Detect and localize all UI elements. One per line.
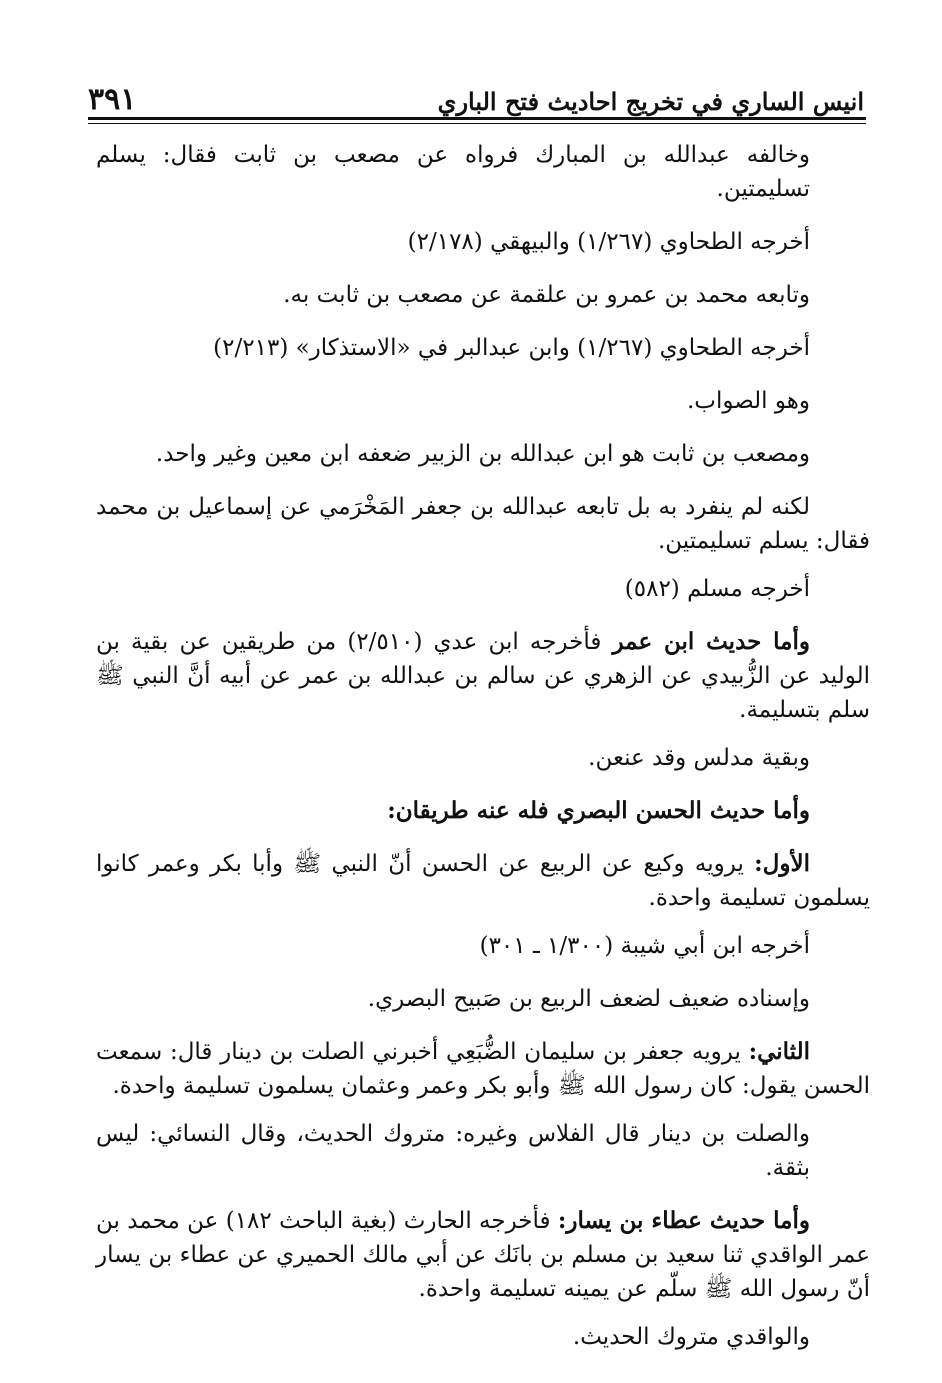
paragraph (96, 225, 870, 259)
paragraph-heading: وأما حديث ابن عمر (612, 628, 810, 655)
paragraph (96, 278, 870, 312)
paragraph (96, 384, 870, 418)
citation-text: أخرجه الطحاوي (١/٢٦٧) والبيهقي (٢/١٧٨) (407, 229, 810, 255)
paragraph (96, 1117, 870, 1185)
paragraph-text: فأخرجه ابن عدي (٢/٥١٠) من طريقين عن بقية بن الوليد عن الزُّبيدي عن الزهري عن سالم بن عبدالله بن عمر عن أبيه أنَّ النبي ﷺ سلم بتسليمة. (96, 629, 870, 723)
paragraph-heading: الأول: (754, 850, 810, 877)
paragraph-text: لكنه لم ينفرد به بل تابعه عبدالله بن جعفر المَخْرَمي عن إسماعيل بن محمد فقال: يسلم تسليمتين. (96, 494, 870, 554)
paragraph (96, 625, 870, 727)
paragraph-text: يرويه وكيع عن الربيع عن الحسن أنّ النبي ﷺ وأبا بكر وعمر كانوا يسلمون تسليمة واحدة. (96, 851, 870, 911)
paragraph (96, 490, 870, 558)
paragraph (96, 847, 870, 915)
section-heading: وأما حديث الحسن البصري فله عنه طريقان: (387, 797, 810, 824)
paragraph (96, 982, 870, 1016)
page-number: ٣٩١ (88, 82, 137, 117)
header-rule-thick (88, 117, 866, 120)
running-title: انيس الساري في تخريج احاديث فتح الباري (437, 87, 864, 116)
paragraph (96, 331, 870, 365)
paragraph-text: وخالفه عبدالله بن المبارك فرواه عن مصعب بن ثابت فقال: يسلم تسليمتين. (96, 142, 810, 202)
paragraph (96, 437, 870, 471)
paragraph (96, 1320, 870, 1354)
paragraph-text: والواقدي متروك الحديث. (572, 1324, 810, 1350)
paragraph-text: وإسناده ضعيف لضعف الربيع بن صَبيح البصري. (367, 986, 810, 1012)
citation-text: أخرجه ابن أبي شيبة (١/٣٠٠ ـ ٣٠١) (479, 933, 810, 959)
paragraph (96, 1204, 870, 1306)
paragraph-text: وبقية مدلس وقد عنعن. (588, 745, 810, 771)
paragraph-text: والصلت بن دينار قال الفلاس وغيره: متروك الحديث، وقال النسائي: ليس بثقة. (96, 1121, 810, 1181)
paragraph (96, 741, 870, 775)
citation-text: أخرجه مسلم (٥٨٢) (624, 576, 810, 602)
citation-text: أخرجه الطحاوي (١/٢٦٧) وابن عبدالبر في «الاستذكار» (٢/٢١٣) (213, 335, 810, 361)
header-rule-thin (88, 123, 866, 124)
paragraph-text: يرويه جعفر بن سليمان الضُّبَعِي أخبرني الصلت بن دينار قال: سمعت الحسن يقول: كان رسول الله ﷺ وأبو بكر وعمر وعثمان يسلمون تسليمة واحدة. (96, 1039, 870, 1099)
paragraph-text: فأخرجه الحارث (بغية الباحث ١٨٢) عن محمد بن عمر الواقدي ثنا سعيد بن مسلم بن بانَك عن أبي مالك الحميري عن عطاء بن يسار أنّ رسول الله ﷺ سلّم عن يمينه تسليمة واحدة. (96, 1208, 870, 1302)
page-header (88, 80, 864, 120)
paragraph (96, 138, 870, 206)
paragraph (96, 572, 870, 606)
paragraph-text: ومصعب بن ثابت هو ابن عبدالله بن الزبير ضعفه ابن معين وغير واحد. (155, 441, 810, 467)
paragraph-heading: الثاني: (748, 1038, 810, 1065)
paragraph-heading: وأما حديث عطاء بن يسار: (557, 1207, 810, 1234)
paragraph-text: وتابعه محمد بن عمرو بن علقمة عن مصعب بن ثابت به. (283, 282, 810, 308)
paragraph (96, 1035, 870, 1103)
paragraph (96, 929, 870, 963)
paragraph (96, 794, 870, 828)
body-text (96, 138, 870, 1373)
paragraph-text: وهو الصواب. (686, 388, 810, 414)
